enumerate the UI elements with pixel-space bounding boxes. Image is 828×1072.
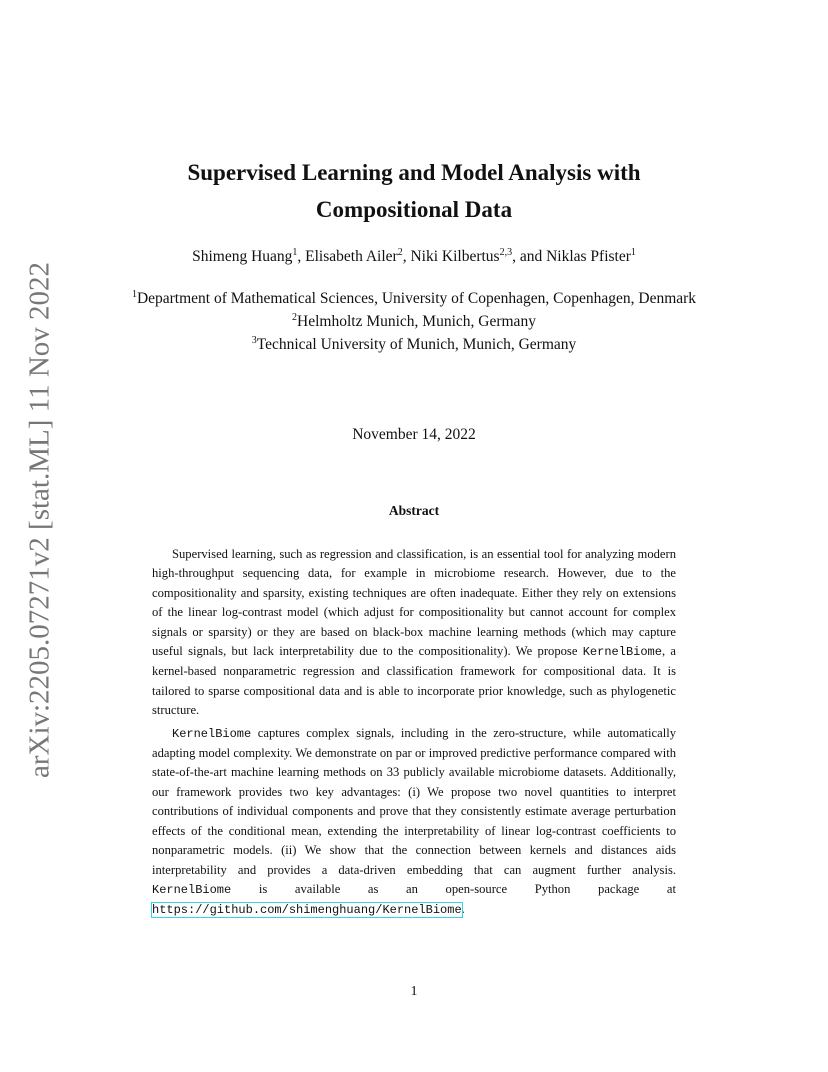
author-name: Niki Kilbertus: [410, 248, 500, 265]
title-line-2: Compositional Data: [315, 197, 513, 222]
abstract-paragraph-2: [152, 724, 676, 921]
affiliation: [120, 287, 708, 310]
arxiv-identifier: arXiv:2205.07271v2 [stat.ML] 11 Nov 2022: [23, 261, 56, 779]
affiliation: [120, 333, 708, 356]
package-name: KernelBiome: [582, 645, 662, 660]
abstract-paragraph-1: [152, 545, 676, 721]
abstract-text: captures complex signals, including in the zero-structure, while automatically adapting model complexity. We demonstrate on par or improved predictive performance compared with state-of-the-art machine learning methods on 33 publicly available microbiome datasets. Additionally, our framework provides two key advantages: (i) We propose two novel quantities to interpret contributions of individual components and prove that they consistently estimate average perturbation effects of the conditional mean, extending the interpretability of linear log-contrast coefficients to nonparametric models. (ii) We show that the connection between kernels and distances aids interpretability and provides a data-driven embedding that can augment further analysis.: [152, 725, 676, 877]
author-affiliation-mark: 2,3: [499, 247, 513, 258]
author-name: Niklas Pfister: [546, 248, 631, 265]
author-affiliation-mark: 1: [630, 247, 636, 258]
github-link[interactable]: https://github.com/shimenghuang/KernelBiome: [152, 903, 462, 918]
affiliation-text: Department of Mathematical Sciences, University of Copenhagen, Copenhagen, Denmark: [136, 290, 697, 307]
author-separator: ,: [402, 248, 411, 265]
author-list: [100, 248, 728, 266]
page-number: 1: [410, 984, 418, 999]
package-name: KernelBiome: [172, 726, 252, 741]
abstract-text: is available as an open-source Python package at: [231, 881, 676, 896]
author-affiliation-mark: 1: [292, 247, 298, 258]
author-affiliation-mark: 2: [397, 247, 403, 258]
abstract-body: [152, 545, 676, 924]
author-separator: ,: [297, 248, 306, 265]
abstract-text: Supervised learning, such as regression and classification, is an essential tool for analyzing modern high-throughput sequencing data, for example in microbiome research. However, due to the compositionality and sparsity, existing techniques are often inadequate. Either they rely on extensions of the linear log-contrast model (which adjust for compositionality but cannot account for complex signals or sparsity) or they are based on black-box machine learning methods (which may capture useful signals, but lack interpretability due to the compositionality). We propose: [152, 547, 676, 659]
affiliation-mark: 3: [251, 335, 257, 346]
abstract-text: .: [461, 902, 465, 917]
abstract-heading: Abstract: [388, 503, 440, 518]
affiliation-mark: 2: [292, 312, 298, 323]
paper-date: November 14, 2022: [352, 426, 476, 443]
paper-title: [100, 154, 728, 228]
author-name: Shimeng Huang: [192, 248, 293, 265]
affiliation-text: Helmholtz Munich, Munich, Germany: [297, 313, 536, 330]
affiliation-mark: 1: [131, 289, 137, 300]
title-line-1: Supervised Learning and Model Analysis with: [187, 160, 641, 185]
affiliation: [120, 310, 708, 333]
affiliation-text: Technical University of Munich, Munich, Germany: [256, 336, 577, 353]
affiliation-list: [120, 287, 708, 356]
author-name: Elisabeth Ailer: [305, 248, 398, 265]
author-separator: , and: [512, 248, 547, 265]
package-name: KernelBiome: [152, 882, 232, 897]
abstract-text: , a kernel-based nonparametric regression and classification framework for compositional data. It is tailored to sparse compositional data and is able to incorporate prior knowledge, such as phylogenetic structure.: [152, 644, 677, 718]
